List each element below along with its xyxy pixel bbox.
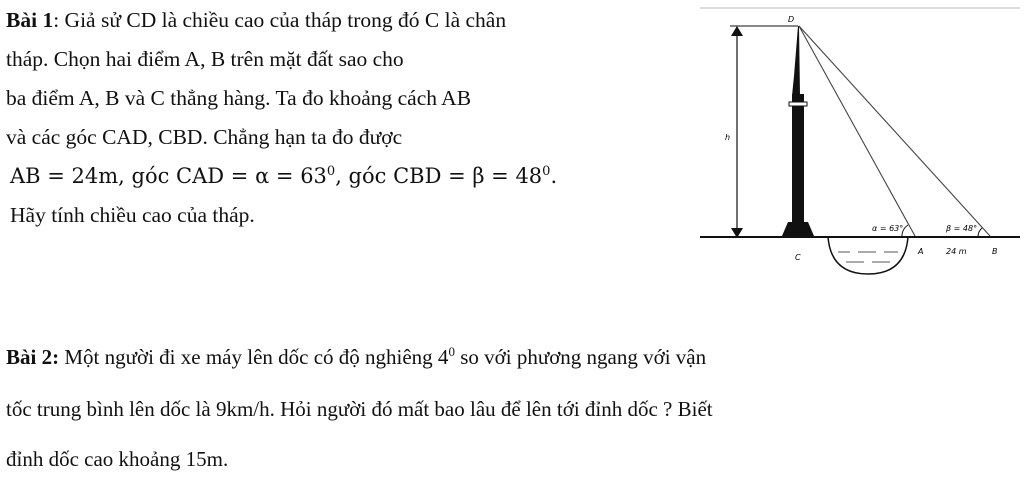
label-alpha: α = 63° (872, 224, 904, 233)
label-beta: β = 48° (946, 224, 978, 233)
sight-line-DB (799, 26, 990, 236)
bai1-degree-1: 0 (326, 164, 336, 179)
bai1-given-ab-alpha: AB = 24m, góc CAD = α = 63 (10, 164, 327, 188)
label-distance: 24 m (946, 247, 967, 256)
bai1-line-1-text: : Giả sử CD là chiều cao của tháp trong đó C là chân (53, 8, 507, 32)
tower-spire (792, 26, 800, 96)
tower-band (789, 102, 807, 106)
bai1-line-2: tháp. Chọn hai điểm A, B trên mặt đất sao cho (6, 47, 404, 71)
bai2-degree: 0 (448, 344, 455, 359)
sight-line-DA (799, 26, 915, 236)
tower-figure (700, 6, 1020, 276)
label-C: C (795, 253, 801, 262)
bai1-line-5 (10, 164, 557, 188)
water-pit (828, 237, 908, 274)
tower-body (792, 94, 804, 222)
bai1-period: . (550, 164, 558, 188)
bai1-heading: Bài 1 (6, 8, 54, 32)
bai1-line-3: ba điểm A, B và C thẳng hàng. Ta đo khoảng cách AB (6, 86, 472, 110)
height-arrow-top (731, 26, 743, 36)
bai1-degree-2: 0 (542, 164, 551, 179)
bai1-line-1 (6, 8, 506, 33)
bai2-line-3: đỉnh dốc cao khoảng 15m. (6, 447, 229, 471)
label-D: D (788, 15, 795, 24)
bai2-line-1-text-a: Một người đi xe máy lên dốc có độ nghiêng 4 (59, 345, 449, 369)
label-B: B (992, 247, 998, 256)
bai2-line-1-text-b: so với phương ngang với vận (454, 345, 707, 369)
label-h: h (725, 133, 731, 142)
bai2-line-1 (6, 345, 706, 370)
bai2-line-2: tốc trung bình lên dốc là 9km/h. Hỏi người đó mất bao lâu để lên tới đỉnh dốc ? Biết (6, 397, 713, 421)
tower-base (782, 222, 814, 236)
bai1-line-4: và các góc CAD, CBD. Chẳng hạn ta đo được (6, 125, 403, 149)
angle-arc-beta (978, 228, 982, 237)
bai1-line-6: Hãy tính chiều cao của tháp. (10, 203, 255, 227)
label-A: A (918, 247, 924, 256)
bai2-heading: Bài 2: (6, 345, 60, 369)
bai1-given-beta: , góc CBD = β = 48 (335, 164, 543, 188)
